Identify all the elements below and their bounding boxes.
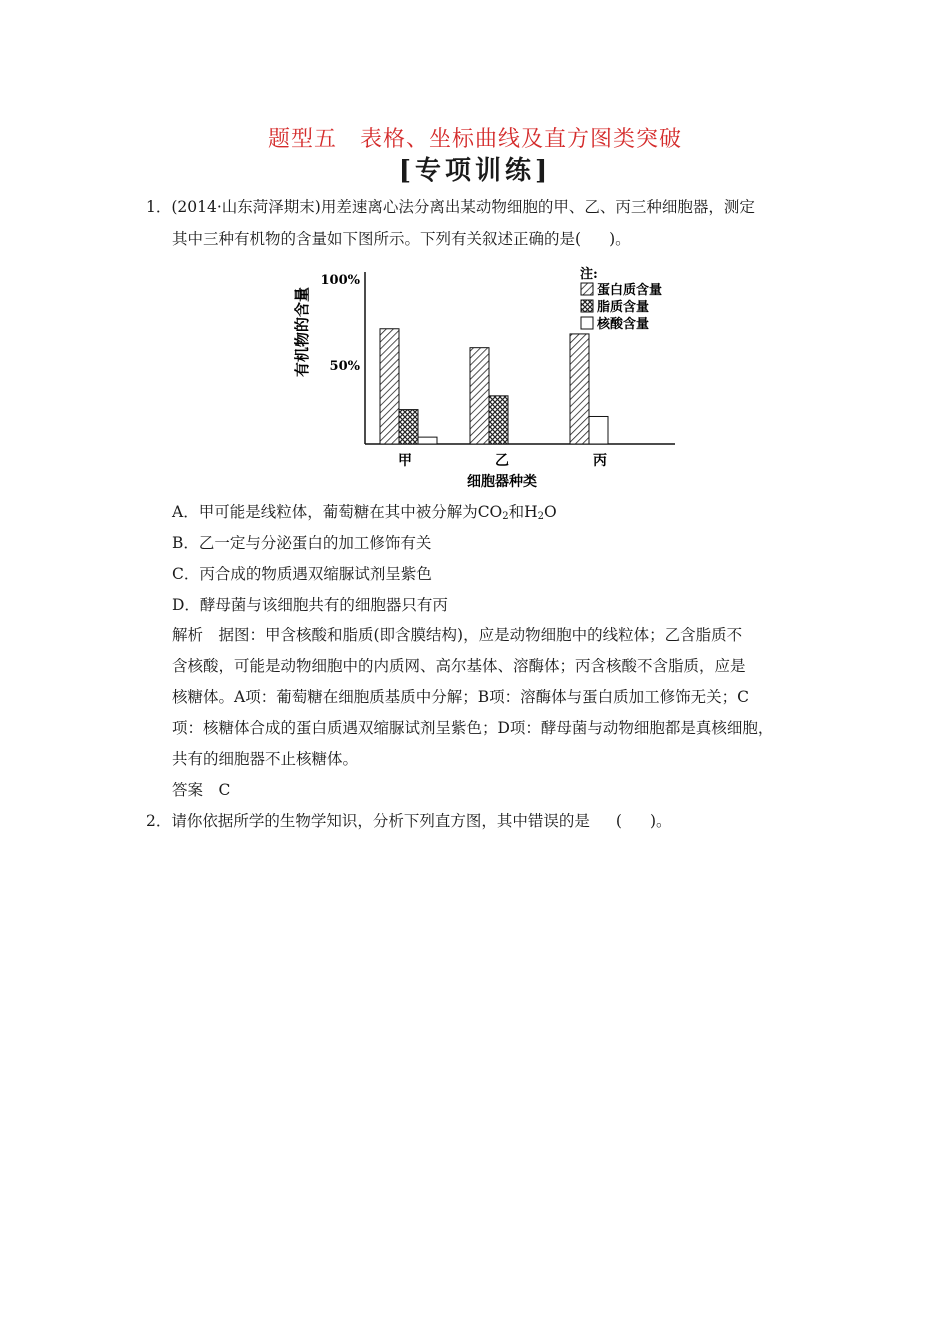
legend-swatch-protein [581,283,593,295]
option-b: B．乙一定与分泌蛋白的加工修饰有关 [172,534,432,552]
legend-label-lipid: 脂质含量 [597,300,650,315]
bar-protein-0 [380,329,399,444]
bar-lipid-0 [399,410,418,444]
question-1-stem-text3: )。 [609,230,631,248]
option-a-text2: 和H [508,503,538,521]
option-a-sub1: 2 [502,511,509,522]
legend-swatch-lipid [581,300,593,312]
option-a [172,501,557,528]
chart-legend [580,266,662,332]
analysis-line: 核糖体。A项：葡萄糖在细胞质基质中分解；B项：溶酶体与蛋白质加工修饰无关；C [172,688,749,706]
x-tick-yi: 乙 [495,453,509,469]
y-tick-50: 50% [329,359,360,374]
answer-line: 答案 C [172,781,231,799]
organelle-content-chart [290,262,690,494]
y-tick-100: 100% [320,273,360,288]
bar-protein-1 [470,348,489,444]
question-1-stem-line1 [146,196,755,218]
option-a-text1: A．甲可能是线粒体，葡萄糖在其中被分解为CO [172,503,503,521]
bar-protein-2 [570,334,589,444]
legend-swatch-nucleic [581,317,593,329]
analysis-line: 项：核糖体合成的蛋白质遇双缩脲试剂呈紫色；D项：酵母菌与动物细胞都是真核细胞， [172,719,774,737]
bar-lipid-1 [489,396,508,444]
question-1-stem-text1: (2014·山东菏泽期末)用差速离心法分离出某动物细胞的甲、乙、丙三种细胞器，测定 [171,198,755,216]
option-d: D．酵母菌与该细胞共有的细胞器只有丙 [172,596,448,614]
question-2-paren-close: )。 [649,812,672,830]
x-axis-label: 细胞器种类 [467,474,537,490]
bar-nucleic-0 [418,437,437,444]
question-2-stem [146,810,672,832]
page-title: 题型五 表格、坐标曲线及直方图类突破 [267,127,682,152]
legend-label-protein: 蛋白质含量 [597,283,663,298]
y-axis-label: 有机物的含量 [293,286,311,378]
analysis-line: 共有的细胞器不止核糖体。 [172,750,359,768]
option-a-text3: O [544,503,557,521]
x-tick-bing: 丙 [593,453,607,469]
x-tick-jia: 甲 [398,453,412,469]
question-1-stem-text2: 其中三种有机物的含量如下图所示。下列有关叙述正确的是( [172,230,582,248]
bar-group [380,329,608,444]
analysis-line: 含核酸，可能是动物细胞中的内质网、高尔基体、溶酶体；丙含核酸不含脂质，应是 [172,657,746,675]
analysis-line: 解析 据图：甲含核酸和脂质(即含膜结构)，应是动物细胞中的线粒体；乙含脂质不 [172,626,743,644]
question-2-paren-open: ( [615,812,622,830]
option-a-sub2: 2 [537,511,545,522]
option-c: C．丙合成的物质遇双缩脲试剂呈紫色 [172,565,432,583]
section-subtitle: [专项训练] [398,156,552,186]
legend-label-nucleic: 核酸含量 [597,317,650,332]
question-1-stem-line2 [172,228,631,250]
bar-nucleic-2 [589,416,608,444]
question-2-number: 2． [146,812,172,830]
question-2-text: 请你依据所学的生物学知识，分析下列直方图，其中错误的是 [171,812,590,830]
legend-title: 注: [580,267,598,282]
question-1-number: 1． [146,198,172,216]
